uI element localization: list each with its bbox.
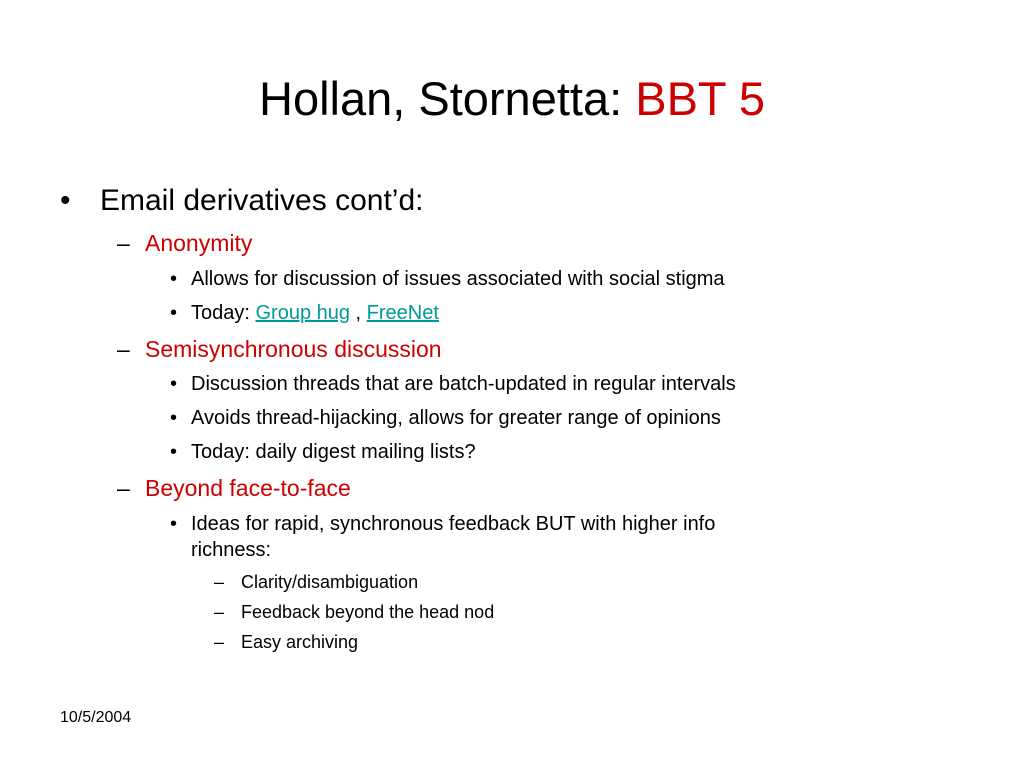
- bullet-rapid-feedback-line2: richness:: [191, 539, 272, 561]
- subheading-anonymity: Anonymity: [145, 230, 253, 256]
- bullet-icon: •: [60, 184, 71, 217]
- subheading-semisynchronous: Semisynchronous discussion: [145, 336, 442, 362]
- bullet-icon: •: [170, 513, 178, 535]
- dash-icon: –: [117, 230, 130, 256]
- group-hug-link[interactable]: Group hug: [255, 302, 350, 324]
- dash-icon: –: [214, 572, 225, 592]
- bullet-thread-hijacking: Avoids thread-hijacking, allows for greater range of opinions: [191, 407, 721, 429]
- bullet-today-links: [191, 300, 439, 326]
- bullet-email-derivatives: Email derivatives cont’d:: [100, 184, 424, 217]
- bullet-batch-updated: Discussion threads that are batch-updated in regular intervals: [191, 373, 736, 395]
- subheading-beyond-face-to-face: Beyond face-to-face: [145, 475, 351, 501]
- bullet-rapid-feedback-line1: Ideas for rapid, synchronous feedback BUT with higher info: [191, 513, 716, 535]
- subitem-head-nod: Feedback beyond the head nod: [241, 602, 495, 622]
- dash-icon: –: [214, 632, 225, 652]
- today-label: Today:: [191, 302, 256, 324]
- dash-icon: –: [214, 602, 225, 622]
- bullet-icon: •: [170, 302, 178, 324]
- subitem-archiving: Easy archiving: [241, 632, 359, 652]
- title-accent-text: BBT 5: [635, 72, 765, 125]
- subitem-clarity: Clarity/disambiguation: [241, 572, 419, 592]
- bullet-icon: •: [170, 441, 178, 463]
- dash-icon: –: [117, 336, 130, 362]
- bullet-icon: •: [170, 268, 178, 290]
- freenet-link[interactable]: FreeNet: [366, 302, 439, 324]
- title-main-text: Hollan, Stornetta:: [259, 72, 636, 125]
- bullet-icon: •: [170, 373, 178, 395]
- link-separator: ,: [350, 302, 367, 324]
- footer-date: 10/5/2004: [60, 709, 132, 726]
- dash-icon: –: [117, 475, 130, 501]
- bullet-icon: •: [170, 407, 178, 429]
- bullet-daily-digest: Today: daily digest mailing lists?: [191, 441, 476, 463]
- bullet-social-stigma: Allows for discussion of issues associated with social stigma: [191, 268, 725, 290]
